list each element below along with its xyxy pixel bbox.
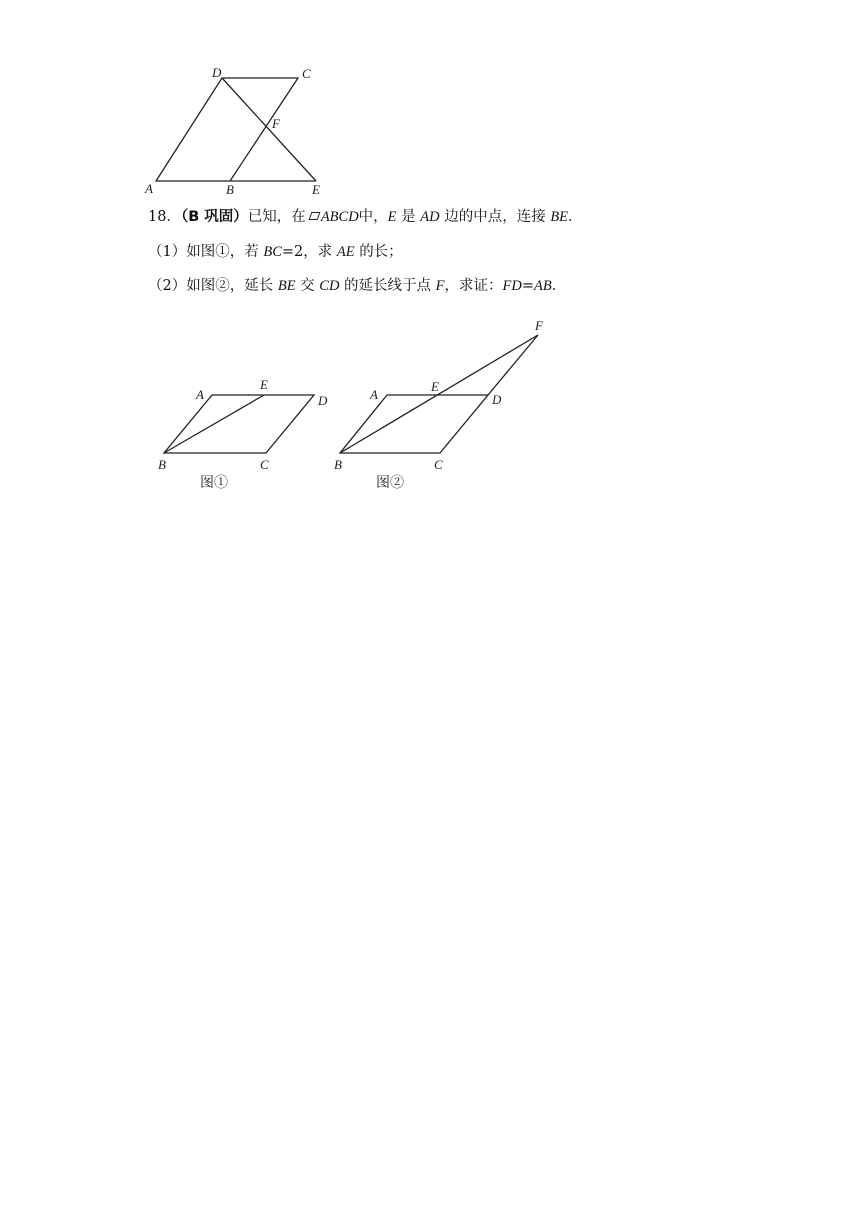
stem-ad: AD (420, 209, 440, 225)
part2-text: （2）如图②，延长 (148, 278, 274, 294)
part2-be: BE (277, 278, 296, 294)
fig2-label-e: E (431, 379, 439, 394)
part2-cd: CD (319, 278, 340, 294)
segment-de (222, 78, 316, 181)
problem-part-1 (148, 242, 403, 262)
part2-text: = (521, 278, 535, 294)
figure-2 (334, 318, 544, 491)
stem-text: 中， (358, 209, 388, 225)
fig1-label-e: E (260, 377, 268, 392)
stem-e: E (387, 209, 397, 225)
parallelogram-abcd-fig1 (164, 395, 314, 453)
fig1-label-d: D (318, 393, 328, 408)
bottom-figures (0, 310, 860, 510)
problem-tag: （B 巩固） (180, 209, 248, 225)
segment-df-fig2 (488, 335, 538, 395)
figure-2-caption: 图② (376, 476, 404, 491)
label-d: D (212, 65, 222, 80)
fig2-label-f: F (535, 318, 543, 333)
problem-part-2 (148, 276, 566, 296)
part1-text: 的长； (359, 244, 403, 260)
figure-1-caption: 图① (200, 476, 228, 491)
stem-text: 是 (401, 209, 416, 225)
stem-text: 边的中点，连接 (444, 209, 546, 225)
segment-be-fig1 (164, 395, 264, 453)
part1-text: （1）如图①，若 (148, 244, 259, 260)
part2-text: 交 (300, 278, 315, 294)
stem-be: BE (550, 209, 569, 225)
problem-number: 18． (148, 209, 181, 225)
part1-ae: AE (336, 244, 355, 260)
fig2-label-d: D (492, 392, 502, 407)
parallelogram-abcd-fig2 (340, 395, 488, 453)
stem-text: ． (568, 209, 583, 225)
problem-stem (148, 207, 583, 227)
part1-bc: BC (263, 244, 282, 260)
part2-f: F (435, 278, 445, 294)
part2-text: ． (551, 278, 567, 294)
part2-text: ，求证： (444, 278, 503, 294)
label-b: B (226, 182, 234, 197)
fig1-label-b: B (158, 457, 166, 472)
parallelogram-symbol-icon (308, 212, 320, 220)
label-f: F (272, 116, 280, 131)
part1-text: =2，求 (281, 244, 333, 260)
figure-1 (158, 377, 328, 491)
label-c: C (302, 66, 311, 81)
label-a: A (145, 181, 153, 196)
stem-text: 已知，在 (247, 209, 306, 225)
part2-ab: AB (534, 278, 552, 294)
fig2-label-c: C (434, 457, 443, 472)
stem-abcd: ABCD (320, 209, 359, 225)
part2-fd: FD (502, 278, 522, 294)
fig1-label-a: A (196, 387, 204, 402)
label-e: E (312, 182, 320, 197)
part2-text: 的延长线于点 (344, 278, 432, 294)
fig2-label-b: B (334, 457, 342, 472)
top-figure (0, 0, 860, 205)
fig1-label-c: C (260, 457, 269, 472)
fig2-label-a: A (370, 387, 378, 402)
